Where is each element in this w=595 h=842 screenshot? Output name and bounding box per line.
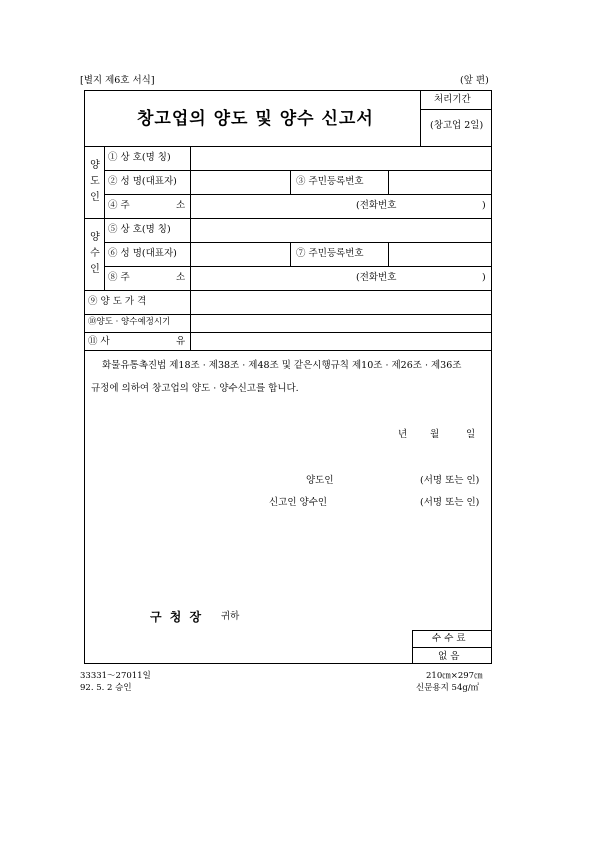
transferor-group-label: 양 도 인 [90,160,100,203]
transferor-trade-name-field[interactable] [191,147,491,169]
reason-field[interactable] [191,333,491,349]
transferor-name-label: ② 성 명(대표자) [108,176,177,187]
date-year-label: 년 [398,429,408,440]
addressee-name: 구 청 장 [150,610,204,624]
footer-paper: 신문용지 54g/㎡ [416,683,480,693]
transferee-phone-close: ) [482,272,486,283]
processing-period-value: (창고업 2일) [430,120,484,131]
transferee-group-label: 양 수 인 [90,232,100,275]
transferee-trade-name-field[interactable] [191,219,491,241]
transferee-phone-label: (전화번호 [356,272,397,283]
transferee-address-field[interactable] [191,267,491,289]
fee-value: 없 음 [438,651,460,662]
transfer-price-field[interactable] [191,291,491,313]
transferor-reg-no-label: ③ 주민등록번호 [296,176,364,187]
page-side-label: (앞 편) [460,75,489,86]
transferee-name-label: ⑥ 성 명(대표자) [108,248,177,259]
transferor-signature-note: (서명 또는 인) [420,475,480,486]
transferee-reg-no-field[interactable] [389,243,491,265]
statement-line-2: 규정에 의하여 창고업의 양도 · 양수신고를 합니다. [91,383,299,394]
form-number: [별지 제6호 서식] [80,75,155,86]
transferor-reg-no-field[interactable] [389,171,491,193]
transfer-schedule-field[interactable] [191,315,491,331]
footer-code: 33331～27011일 [80,671,151,681]
transferor-address-label-end: 소 [176,200,186,211]
transfer-price-label: ⑨ 양 도 가 격 [88,296,147,307]
date-day-label: 일 [466,429,476,440]
date-month-label: 월 [430,429,440,440]
reason-label-end: 유 [176,336,186,347]
transferee-address-label-end: 소 [176,272,186,283]
transferee-signer-label: 신고인 양수인 [269,497,328,508]
transferee-name-field[interactable] [191,243,289,265]
transferor-address-label: ④ 주 [108,200,130,211]
footer-size: 210㎝×297㎝ [426,671,483,681]
transferor-signer-label: 양도인 [306,475,334,486]
transfer-schedule-label: ⑩양도 · 양수예정시기 [88,317,171,327]
transferor-phone-close: ) [482,200,486,211]
processing-period-label: 처리기간 [434,94,471,105]
fee-label: 수 수 료 [432,633,466,644]
transferee-signature-note: (서명 또는 인) [420,497,480,508]
footer-approval: 92. 5. 2 승인 [80,683,132,693]
transferor-name-field[interactable] [191,171,289,193]
transferee-trade-name-label: ⑤ 상 호(명 칭) [108,224,171,235]
transferor-address-field[interactable] [191,195,491,217]
transferee-reg-no-label: ⑦ 주민등록번호 [296,248,364,259]
addressee-suffix: 귀하 [221,611,240,622]
transferor-trade-name-label: ① 상 호(명 칭) [108,152,171,163]
transferor-phone-label: (전화번호 [356,200,397,211]
transferee-address-label: ⑧ 주 [108,272,130,283]
statement-line-1: 화물유통촉진법 제18조 · 제38조 · 제48조 및 같은시행규칙 제10조 · 제26조 · 제36조 [102,360,462,371]
reason-label: ⑪ 사 [88,336,110,347]
form-title: 창고업의 양도 및 양수 신고서 [137,109,374,129]
